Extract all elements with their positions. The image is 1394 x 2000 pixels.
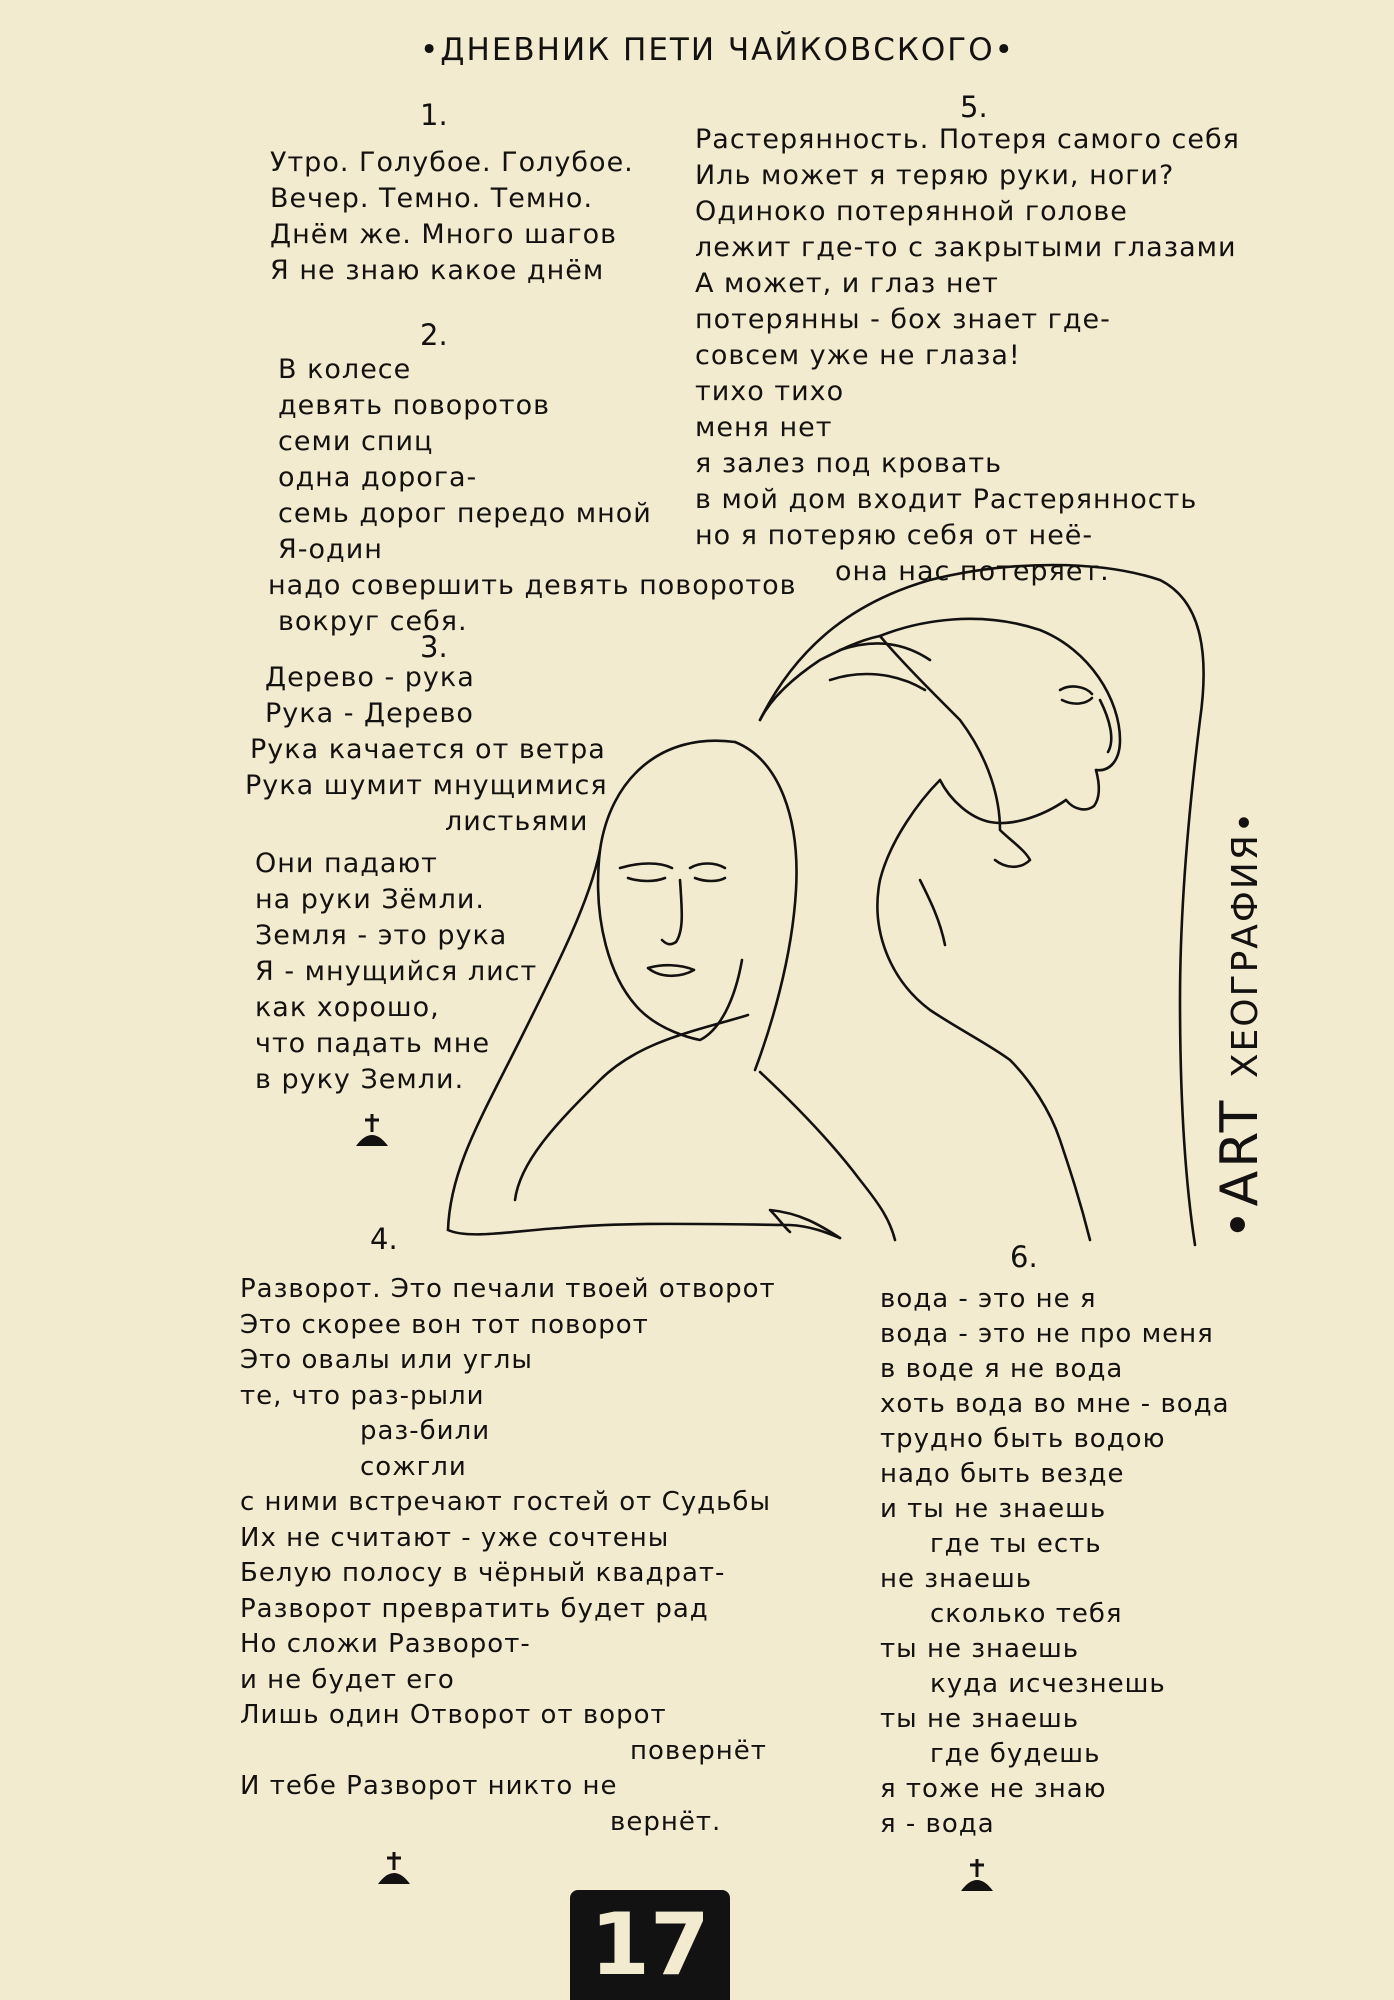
poem-line: не знаешь <box>880 1564 1033 1594</box>
poem-section-4 <box>240 1272 776 1840</box>
poem-line: меня нет <box>695 412 833 443</box>
poem-line: Это скорее вон тот поворот <box>240 1309 649 1340</box>
poem-line: как хорошо, <box>255 992 440 1023</box>
poem-line: те, что раз-рыли <box>240 1380 485 1411</box>
poem-line: Лишь один Отворот от ворот <box>240 1700 667 1730</box>
poem-line: с ними встречают гостей от Судьбы <box>240 1487 771 1517</box>
poem-line: вода - это не я <box>880 1284 1097 1314</box>
poem-line: повернёт <box>630 1735 767 1766</box>
poem-line: Иль может я теряю руки, ноги? <box>695 160 1175 191</box>
poem-section-3 <box>245 660 608 1098</box>
side-title-rest: ХЕОГРАФИЯ• <box>1225 809 1266 1079</box>
poem-line: но я потеряю себя от неё- <box>695 520 1094 551</box>
poem-line: Белую полосу в чёрный квадрат- <box>240 1558 726 1588</box>
poem-line: Утро. Голубое. Голубое. <box>270 147 634 178</box>
poem-line: Дерево - рука <box>265 662 475 693</box>
poem-line: Земля - это рука <box>255 920 508 951</box>
poem-section-1 <box>270 145 634 289</box>
poem-line: Их не считают - уже сочтены <box>240 1522 670 1553</box>
side-title <box>1210 810 1270 1240</box>
poem-line: Рука качается от ветра <box>250 734 606 765</box>
poem-line: тихо тихо <box>695 376 845 407</box>
grave-cross-icon <box>372 1848 416 1888</box>
section-number-2: 2. <box>420 318 448 352</box>
section-number-4: 4. <box>370 1222 398 1256</box>
poem-line: В колесе <box>278 354 412 385</box>
poem-line: Вечер. Темно. Темно. <box>270 183 594 214</box>
poem-line: раз-били <box>360 1416 491 1446</box>
page-title: •ДНЕВНИК ПЕТИ ЧАЙКОВСКОГО• <box>420 32 1015 68</box>
poem-line: вокруг себя. <box>278 606 468 637</box>
poem-line: сколько тебя <box>930 1599 1123 1629</box>
poem-line: трудно быть водою <box>880 1424 1166 1454</box>
poem-line: А может, и глаз нет <box>695 268 999 299</box>
poem-line: хоть вода во мне - вода <box>880 1389 1230 1419</box>
poem-line: в руку Земли. <box>255 1064 465 1095</box>
poem-line: она нас потеряет. <box>835 556 1110 587</box>
poem-line: Днём же. Много шагов <box>270 219 618 250</box>
poem-line: листьями <box>445 806 589 837</box>
poem-line: Разворот. Это печали твоей отворот <box>240 1274 776 1304</box>
poem-line: Одиноко потерянной голове <box>695 196 1128 227</box>
poem-line: я залез под кровать <box>695 448 1003 479</box>
poem-line: ты не знаешь <box>880 1704 1080 1734</box>
poem-line: одна дорога- <box>278 462 478 493</box>
poem-line: надо совершить девять поворотов <box>268 570 797 601</box>
page-number: 17 <box>570 1890 730 2000</box>
poem-line: куда исчезнешь <box>930 1669 1166 1699</box>
poem-line: вернёт. <box>610 1806 722 1837</box>
poem-line: Это овалы или углы <box>240 1345 533 1375</box>
poem-line: совсем уже не глаза! <box>695 340 1021 371</box>
section-number-1: 1. <box>420 98 448 132</box>
poem-line: я - вода <box>880 1809 995 1839</box>
poem-section-5 <box>695 122 1240 590</box>
poem-line: И тебе Разворот никто не <box>240 1771 618 1801</box>
poem-line: в воде я не вода <box>880 1354 1124 1384</box>
grave-cross-icon <box>350 1110 394 1150</box>
poem-line: Я - мнущийся лист <box>255 956 538 987</box>
poem-line: Рука - Дерево <box>265 698 474 729</box>
poem-line: где ты есть <box>930 1529 1102 1559</box>
poem-line: ты не знаешь <box>880 1634 1080 1664</box>
poem-line: лежит где-то с закрытыми глазами <box>695 232 1237 263</box>
poem-line: Я не знаю какое днём <box>270 255 605 286</box>
poem-section-6 <box>880 1282 1230 1842</box>
section-number-3: 3. <box>420 630 448 664</box>
poem-line: я тоже не знаю <box>880 1774 1107 1804</box>
poem-line: надо быть везде <box>880 1459 1125 1489</box>
poem-line: Я-один <box>278 534 383 565</box>
poem-line: и ты не знаешь <box>880 1494 1107 1524</box>
side-title-art: •ART <box>1210 1097 1270 1240</box>
poem-line: девять поворотов <box>278 390 551 421</box>
poem-line: что падать мне <box>255 1028 491 1059</box>
poem-line: на руки Зёмли. <box>255 884 486 915</box>
poem-line: Но сложи Разворот- <box>240 1629 531 1659</box>
poem-line: вода - это не про меня <box>880 1319 1214 1349</box>
poem-line: где будешь <box>930 1739 1101 1769</box>
poem-line: в мой дом входит Растерянность <box>695 484 1198 515</box>
poem-line: Рука шумит мнущимися <box>245 770 608 801</box>
section-number-6: 6. <box>1010 1240 1038 1274</box>
poem-line: Растерянность. Потеря самого себя <box>695 124 1240 155</box>
poem-line: семь дорог передо мной <box>278 498 652 529</box>
poem-line: Разворот превратить будет рад <box>240 1593 709 1624</box>
poem-line: сожгли <box>360 1451 467 1482</box>
poem-line: семи спиц <box>278 426 434 457</box>
grave-cross-icon <box>955 1855 999 1895</box>
poem-line: Они падают <box>255 848 438 879</box>
poem-line: и не будет его <box>240 1664 455 1695</box>
poem-line: потерянны - бох знает где- <box>695 304 1111 335</box>
section-number-5: 5. <box>960 90 988 124</box>
